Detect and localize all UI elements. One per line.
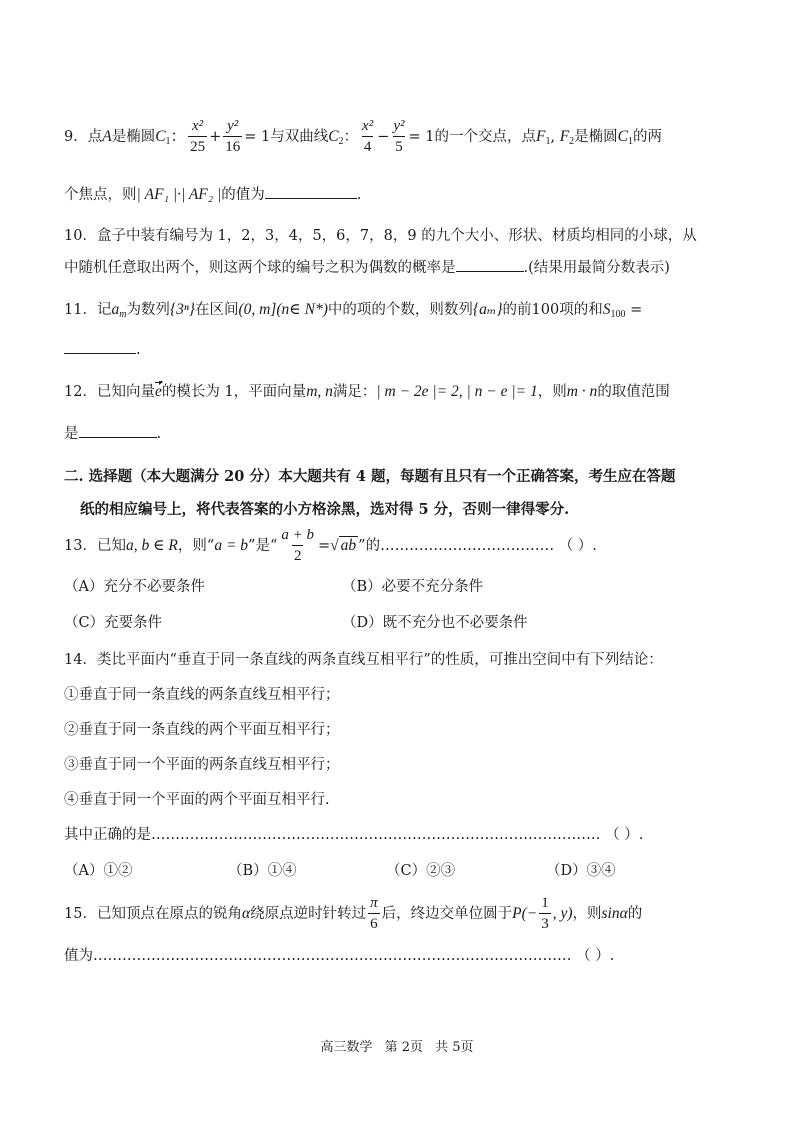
a-letter: a [111, 301, 120, 318]
question-10-line-1: 10．盒子中装有编号为 1，2，3，4，5，6，7，8，9 的九个大小、形状、材质均相同的小球，从 [64, 228, 697, 244]
question-14-stem: 14．类比平面内“垂直于同一条直线的两条直线互相平行”的性质，可推出空间中有下列结论： [64, 652, 663, 668]
focal-product-expression: | AF₁ |·| AF₂ | [136, 186, 222, 203]
sine-expression: sinα [601, 905, 628, 922]
interval-expression: (0, m] [238, 301, 277, 318]
text: 与双曲线 [270, 129, 329, 145]
fraction-pi-6 [368, 896, 380, 932]
focus-f2 [560, 128, 574, 145]
period: . [136, 342, 141, 358]
text: 的值为 [221, 187, 265, 203]
question-12-line-2 [64, 423, 736, 445]
denominator: 3 [539, 913, 551, 932]
page-footer [0, 1036, 794, 1055]
question-11-line-1 [64, 299, 736, 326]
radicand: ab [340, 537, 357, 554]
plus-sign: + [209, 129, 222, 145]
c-letter: C [155, 128, 166, 145]
text: 是椭圆 [574, 129, 618, 145]
period: . [356, 187, 362, 203]
question-number: 11． [64, 302, 97, 318]
text: 的一个交点，点 [434, 129, 536, 145]
footer-page-number: 第 2页 [384, 1040, 423, 1055]
equals: = 1 [408, 129, 435, 145]
numerator: x² [362, 118, 374, 134]
vector-condition-expression: | m − 2e |= 2, | n − e |= 1 [376, 383, 538, 400]
ellipse-name [618, 128, 633, 145]
variables-expression: a, b ∈ R [125, 537, 178, 554]
question-13-stem [64, 528, 736, 564]
numerator: x² [191, 118, 204, 134]
numerator: y² [227, 118, 239, 134]
equals: = 1 [244, 129, 271, 145]
text: 中的项的个数，则数列 [327, 302, 473, 318]
fraction-y2-5 [391, 119, 406, 155]
fraction-x2-4 [360, 119, 375, 155]
numerator: π [370, 895, 378, 911]
condition-a-equals-b: a = b [214, 537, 249, 554]
sequence-expression: {aₘ} [472, 301, 503, 318]
text: 记 [96, 302, 112, 318]
question-9-line-1 [64, 117, 736, 162]
text: 绕原点逆时针转过 [250, 906, 367, 922]
denominator: 4 [362, 136, 374, 155]
period: . [156, 426, 162, 442]
text: 的前100项的和 [502, 302, 603, 318]
subscript: 2 [569, 136, 575, 147]
fraction-x2-25 [188, 119, 207, 155]
numerator: a + b [281, 528, 314, 543]
denominator: 6 [368, 913, 380, 932]
answer-blank[interactable] [64, 339, 136, 354]
text: 13．已知 [64, 538, 126, 554]
question-9-line-2 [64, 184, 736, 206]
text: 点 [87, 129, 103, 145]
point-p-close: , y) [552, 905, 573, 922]
subscript: m [119, 309, 127, 320]
question-13-option-a[interactable]: （A）充分不必要条件 [64, 579, 205, 595]
ellipse-name [155, 128, 170, 145]
question-13-option-d[interactable]: （D）既不充分也不必要条件 [342, 615, 528, 631]
question-14-option-c[interactable]: （C）②③ [386, 863, 456, 879]
subscript: 2 [338, 136, 344, 147]
question-10-line-2 [64, 257, 736, 279]
sequence-term [111, 301, 126, 318]
denominator: 2 [292, 545, 304, 564]
focus-f1 [536, 128, 550, 145]
text: 个焦点，则 [64, 187, 137, 203]
answer-blank[interactable] [79, 423, 157, 438]
c-letter: C [328, 128, 339, 145]
denominator: 16 [223, 136, 242, 155]
answer-blank[interactable] [456, 257, 524, 272]
comma: , [550, 129, 560, 145]
subscript: 100 [610, 309, 626, 320]
text: ，则 [537, 384, 567, 400]
section-2-heading-line-1: 二. 选择题（本大题满分 20 分）本大题共有 4 题，每题有且只有一个正确答案，考生应在答题 [64, 468, 676, 485]
footer-subject: 高三数学 [320, 1040, 373, 1055]
s-letter: S [602, 301, 611, 318]
text: 是椭圆 [111, 129, 156, 145]
equals: = [625, 302, 643, 318]
question-12-line-1 [64, 381, 736, 403]
text: 的 [627, 906, 643, 922]
question-15-line-1 [64, 892, 736, 936]
sequence-expression: {3ⁿ} [169, 301, 195, 318]
text: 在区间 [194, 302, 239, 318]
colon: ： [343, 129, 359, 145]
question-number: 9． [64, 129, 88, 145]
hyperbola-name [328, 128, 343, 145]
text: 12．已知向量 [64, 384, 155, 400]
text: 为数列 [126, 302, 170, 318]
f-letter: F [536, 128, 546, 145]
text: ，则“ [177, 538, 215, 554]
text: 是 [64, 426, 79, 442]
question-14-statement-1: ①垂直于同一条直线的两条直线互相平行； [64, 687, 340, 703]
section-2-heading-line-2: 纸的相应编号上，将代表答案的小方格涂黑，选对得 5 分，否则一律得零分. [80, 501, 570, 518]
text: 后，终边交单位圆于 [381, 906, 513, 922]
point-p-open: P(− [512, 905, 538, 922]
question-14-option-b[interactable]: （B）①④ [228, 863, 297, 879]
f-letter: F [559, 128, 570, 145]
text: ”的……………………………… （ ）. [358, 538, 597, 554]
radical-sign: √ [330, 537, 339, 554]
text: 的模长为 1，平面向量 [161, 384, 307, 400]
fraction-one-third [539, 896, 551, 932]
equals: = [318, 538, 331, 554]
square-root-ab [330, 528, 358, 564]
question-13-option-b[interactable]: （B）必要不充分条件 [342, 579, 484, 595]
question-14-option-a[interactable]: （A）①② [64, 863, 133, 879]
numerator: y² [393, 118, 405, 134]
answer-blank[interactable] [265, 184, 357, 199]
denominator: 5 [393, 136, 405, 155]
text: 中随机任意取出两个，则这两个球的编号之积为偶数的概率是 [64, 260, 456, 276]
c-letter: C [617, 128, 628, 145]
vectors-m-n: m, n [306, 383, 333, 400]
denominator: 25 [188, 136, 207, 155]
question-15-line-2: 值为……………………………………………………………………………………… （ ）. [64, 948, 615, 964]
text: 的取值范围 [597, 384, 670, 400]
point-a: A [102, 128, 112, 145]
subscript: 1 [165, 136, 171, 147]
text: 满足： [332, 384, 377, 400]
fraction-y2-16 [223, 119, 242, 155]
question-14-ask: 其中正确的是………………………………………………………………………………… （ ）. [64, 827, 644, 843]
minus-sign: − [377, 129, 390, 145]
question-13-option-c[interactable]: （C）充要条件 [64, 615, 163, 631]
numerator: 1 [541, 895, 549, 911]
subscript: 1 [545, 136, 551, 147]
text: .(结果用最简分数表示) [523, 260, 670, 276]
question-14-statement-3: ③垂直于同一个平面的两条直线互相平行； [64, 757, 340, 773]
fraction-mean [279, 528, 316, 564]
sum-symbol [603, 301, 626, 318]
colon: ： [170, 128, 187, 145]
text: ，则 [572, 906, 602, 922]
footer-total-pages: 共 5页 [435, 1040, 474, 1055]
subscript: 1 [628, 136, 633, 147]
text: 15．已知顶点在原点的锐角 [64, 906, 242, 922]
question-14-statement-2: ②垂直于同一条直线的两个平面互相平行； [64, 722, 340, 738]
dot-product-expression: m · n [566, 383, 598, 400]
condition-expression: (n∈ N*) [276, 301, 328, 318]
question-14-statement-4: ④垂直于同一个平面的两个平面互相平行. [64, 792, 330, 808]
text: ”是“ [248, 538, 278, 554]
text: 的两 [633, 129, 662, 145]
question-11-line-2 [64, 339, 736, 361]
vector-e: e [155, 381, 162, 403]
question-14-option-d[interactable]: （D）③④ [546, 863, 616, 879]
angle-alpha: α [241, 905, 251, 922]
